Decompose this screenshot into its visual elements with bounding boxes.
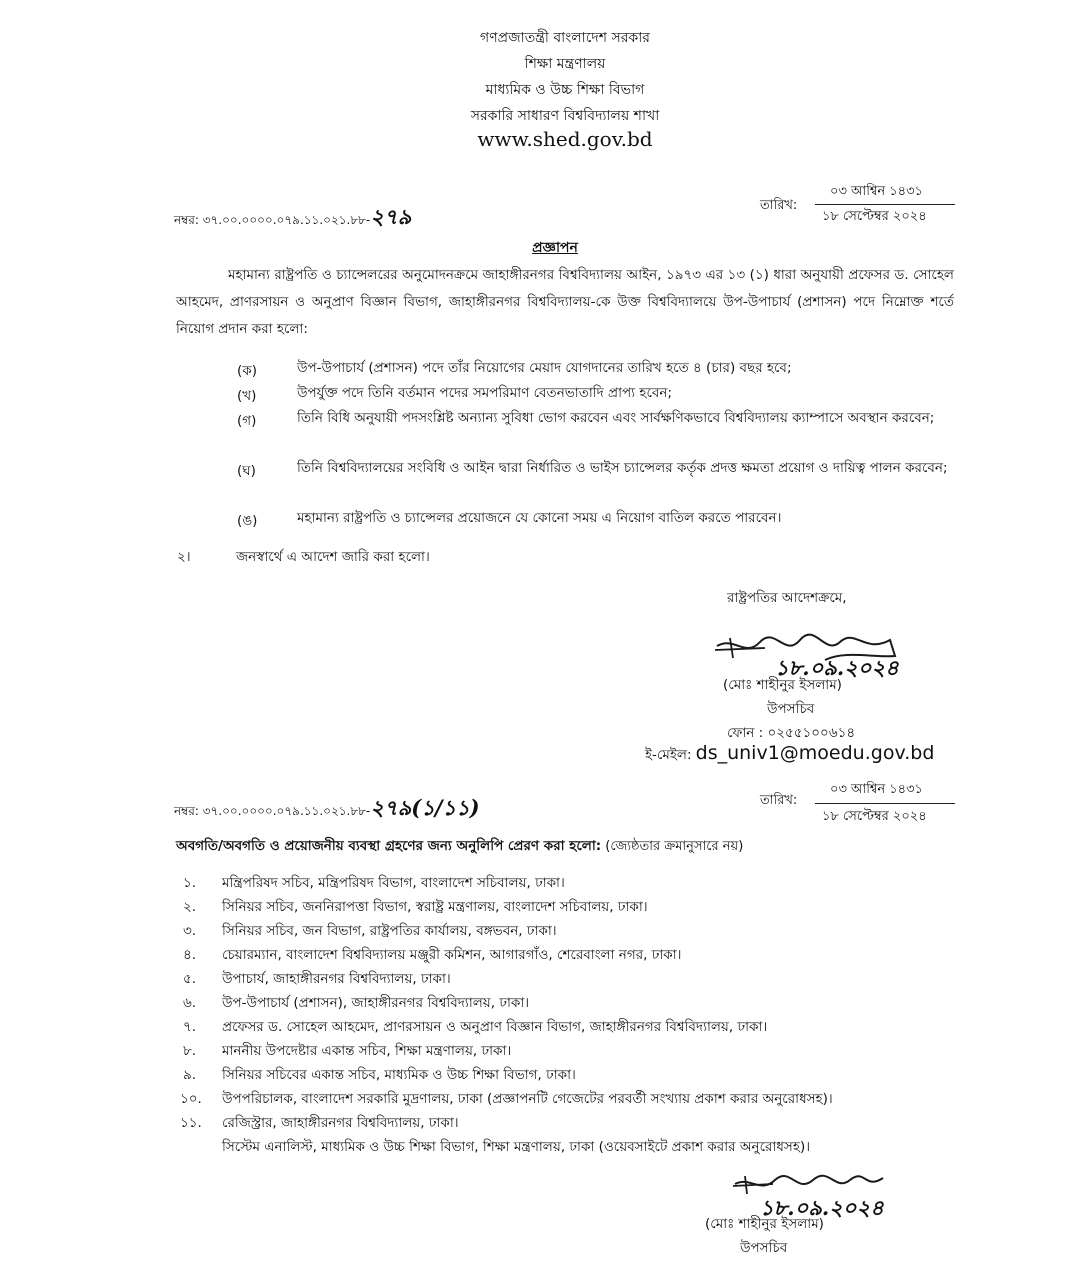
- copy-heading-bold: অবগতি/অবগতি ও প্রয়োজনীয় ব্যবস্থা গ্রহণের জন্য অনুলিপি প্রেরণ করা হলো:: [176, 838, 602, 854]
- distribution-item: সিনিয়র সচিব, জননিরাপত্তা বিভাগ, স্বরাষ্ট্র মন্ত্রণালয়, বাংলাদেশ সচিবালয়, ঢাকা।: [222, 899, 648, 915]
- distribution-item: উপাচার্য, জাহাঙ্গীরনগর বিশ্ববিদ্যালয়, ঢাকা।: [222, 971, 451, 987]
- memo1-number-prefix: নম্বর: ৩৭.০০.০০০০.০৭৯.১১.০২১.৮৮-: [174, 213, 371, 227]
- signature2-designation: উপসচিব: [740, 1240, 788, 1256]
- distribution-item: সিনিয়র সচিবের একান্ত সচিব, মাধ্যমিক ও উচ্চ শিক্ষা বিভাগ, ঢাকা।: [222, 1067, 576, 1083]
- distribution-item: উপ-উপাচার্য (প্রশাসন), জাহাঙ্গীরনগর বিশ্ববিদ্যালয়, ঢাকা।: [222, 995, 530, 1011]
- header-ministry-line2: শিক্ষা মন্ত্রণালয়: [524, 56, 606, 72]
- memo1-date-gregorian: ১৮ সেপ্টেম্বর ২০২৪: [822, 209, 927, 224]
- header-ministry-line3: মাধ্যমিক ও উচ্চ শিক্ষা বিভাগ: [485, 82, 645, 98]
- email-label: ই-মেইল:: [645, 747, 692, 763]
- condition-number: (ঙ): [237, 513, 258, 529]
- signature1-phone: ফোন : ০২৫৫১০০৬১৪: [727, 725, 856, 741]
- distribution-number: ১০.: [180, 1091, 202, 1107]
- header-ministry-line4: সরকারি সাধারণ বিশ্ববিদ্যালয় শাখা: [470, 108, 660, 124]
- signature1-email-row: [645, 742, 934, 767]
- notification-title: প্রজ্ঞাপন: [532, 240, 578, 256]
- distribution-extra-item: সিস্টেম এনালিস্ট, মাধ্যমিক ও উচ্চ শিক্ষা বিভাগ, শিক্ষা মন্ত্রণালয়, ঢাকা (ওয়েবসাইটে প্রকাশ করার অনুরোধসহ)।: [222, 1139, 811, 1155]
- signature2-handwritten-date: ১৮.০৯.২০২৪: [760, 1195, 884, 1220]
- distribution-number: ৮.: [183, 1043, 197, 1059]
- memo1-date-label: তারিখ:: [760, 198, 798, 213]
- para2-text: জনস্বার্থে এ আদেশ জারি করা হলো।: [236, 549, 430, 565]
- condition-number: (গ): [237, 413, 257, 429]
- distribution-number: ৬.: [183, 995, 197, 1011]
- distribution-number: ১১.: [180, 1115, 202, 1131]
- memo1-number-label: [174, 201, 411, 236]
- distribution-number: ২.: [183, 899, 197, 915]
- distribution-number: ৫.: [183, 971, 197, 987]
- copy-heading: [176, 835, 743, 858]
- distribution-item: প্রফেসর ড. সোহেল আহমেদ, প্রাণরসায়ন ও অনুপ্রাণ বিজ্ঞান বিভাগ, জাহাঙ্গীরনগর বিশ্ববিদ্যালয়, ঢাকা।: [222, 1019, 768, 1035]
- signature1-handwritten-date: ১৮.০৯.২০২৪: [775, 655, 899, 680]
- order-by-text: রাষ্ট্রপতির আদেশক্রমে,: [727, 590, 847, 606]
- distribution-item: মাননীয় উপদেষ্টার একান্ত সচিব, শিক্ষা মন্ত্রণালয়, ঢাকা।: [222, 1043, 512, 1059]
- condition-text: তিনি বিধি অনুযায়ী পদসংশ্লিষ্ট অন্যান্য সুবিধা ভোগ করবেন এবং সার্বক্ষণিকভাবে বিশ্ববিদ্যালয় ক্যাম্পাসে অবস্থান করবেন;: [297, 410, 935, 426]
- signature1-designation: উপসচিব: [767, 701, 815, 717]
- email-link[interactable]: ds_univ1@moedu.gov.bd: [695, 742, 935, 764]
- memo2-date-label: তারিখ:: [760, 793, 798, 808]
- signature2-name: (মোঃ শাহীনুর ইসলাম): [705, 1216, 824, 1232]
- distribution-number: ৩.: [183, 923, 197, 939]
- distribution-item: সিনিয়র সচিব, জন বিভাগ, রাষ্ট্রপতির কার্যালয়, বঙ্গভবন, ঢাকা।: [222, 923, 557, 939]
- distribution-number: ৭.: [183, 1019, 197, 1035]
- condition-text: তিনি বিশ্ববিদ্যালয়ের সংবিধি ও আইন দ্বারা নির্ধারিত ও ভাইস চ্যান্সেলর কর্তৃক প্রদত্ত ক্ষমতা প্রয়োগ ও দায়িত্ব পালন করবেন;: [297, 460, 948, 476]
- memo2-number-label: [174, 792, 480, 827]
- condition-text: মহামান্য রাষ্ট্রপতি ও চ্যান্সেলর প্রয়োজনে যে কোনো সময় এ নিয়োগ বাতিল করতে পারবেন।: [297, 510, 782, 526]
- memo1-date-bangla: ০৩ আশ্বিন ১৪৩১: [830, 184, 923, 199]
- distribution-number: ৪.: [183, 947, 197, 963]
- memo2-number-prefix: নম্বর: ৩৭.০০.০০০০.০৭৯.১১.০২১.৮৮-: [174, 804, 371, 818]
- memo1-handwritten-number: ২৭৯: [370, 204, 412, 229]
- memo2-date-divider: [815, 803, 955, 804]
- condition-number: (খ): [237, 388, 257, 404]
- condition-number: (ক): [237, 363, 257, 379]
- condition-number: (ঘ): [237, 463, 256, 479]
- signature1-name: (মোঃ শাহীনুর ইসলাম): [723, 677, 842, 693]
- condition-text: উপর্যুক্ত পদে তিনি বর্তমান পদের সমপরিমাণ বেতনভাতাদি প্রাপ্য হবেন;: [297, 385, 673, 401]
- distribution-item: চেয়ারম্যান, বাংলাদেশ বিশ্ববিদ্যালয় মঞ্জুরী কমিশন, আগারগাঁও, শেরেবাংলা নগর, ঢাকা।: [222, 947, 682, 963]
- memo2-date-bangla: ০৩ আশ্বিন ১৪৩১: [830, 782, 923, 797]
- copy-heading-note: (জ্যেষ্ঠতার ক্রমানুসারে নয়): [605, 839, 744, 854]
- distribution-item: মন্ত্রিপরিষদ সচিব, মন্ত্রিপরিষদ বিভাগ, বাংলাদেশ সচিবালয়, ঢাকা।: [222, 875, 565, 891]
- distribution-number: ৯.: [183, 1067, 197, 1083]
- header-ministry-line1: গণপ্রজাতন্ত্রী বাংলাদেশ সরকার: [480, 30, 650, 46]
- distribution-item: উপপরিচালক, বাংলাদেশ সরকারি মুদ্রণালয়, ঢাকা (প্রজ্ঞাপনটি গেজেটের পরবর্তী সংখ্যায় প্রকাশ করার অনুরোধসহ)।: [222, 1091, 833, 1107]
- memo1-date-divider: [815, 204, 955, 205]
- distribution-item: রেজিস্ট্রার, জাহাঙ্গীরনগর বিশ্ববিদ্যালয়, ঢাকা।: [222, 1115, 459, 1131]
- para2-number: ২।: [177, 549, 191, 565]
- distribution-number: ১.: [183, 875, 197, 891]
- body-paragraph: মহামান্য রাষ্ট্রপতি ও চ্যান্সেলরের অনুমোদনক্রমে জাহাঙ্গীরনগর বিশ্ববিদ্যালয় আইন, ১৯৭৩ এর ১৩ (১) ধারা অনুযায়ী প্রফেসর ড. সোহেল আহমেদ, প্রাণরসায়ন ও অনুপ্রাণ বিজ্ঞান বিভাগ, জাহাঙ্গীরনগর বিশ্ববিদ্যালয়-কে উক্ত বিশ্ববিদ্যালয়ে উপ-উপাচার্য (প্রশাসন) পদে নিম্নোক্ত শর্তে নিয়োগ প্রদান করা হলো:: [176, 267, 954, 337]
- header-website-link[interactable]: www.shed.gov.bd: [477, 127, 653, 151]
- condition-text: উপ-উপাচার্য (প্রশাসন) পদে তাঁর নিয়োগের মেয়াদ যোগদানের তারিখ হতে ৪ (চার) বছর হবে;: [297, 360, 792, 376]
- memo2-handwritten-number: ২৭৯(১/১১): [370, 795, 480, 820]
- memo2-date-gregorian: ১৮ সেপ্টেম্বর ২০২৪: [822, 809, 927, 824]
